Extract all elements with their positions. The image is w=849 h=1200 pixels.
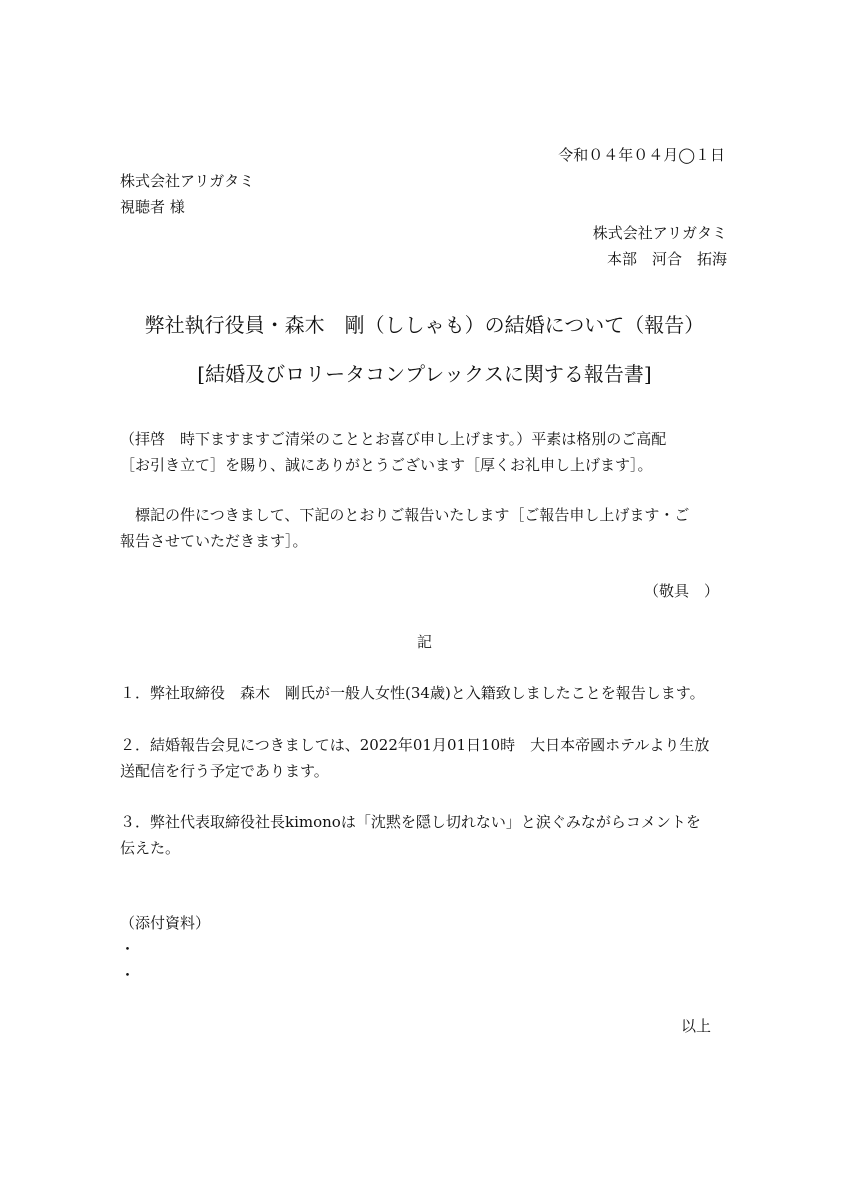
list-item-1: １．弊社取締役 森木 剛氏が一般人女性(34歳)と入籍致しましたことを報告します。 xyxy=(120,684,705,702)
list-item-3-line-1: ３．弊社代表取締役社長kimonoは「沈黙を隠し切れない」と涙ぐみながらコメントを xyxy=(120,813,701,831)
attachment-bullet-1: ・ xyxy=(120,940,136,958)
sender-name: 本部 河合 拓海 xyxy=(606,250,727,268)
intro-line-2: 報告させていただきます］。 xyxy=(120,532,308,550)
list-item-2-line-2: 送配信を行う予定であります。 xyxy=(120,762,329,780)
document-date: 令和０４年０４月◯１日 xyxy=(558,146,725,164)
recipient-company: 株式会社アリガタミ xyxy=(120,172,255,190)
sender-company: 株式会社アリガタミ xyxy=(592,224,727,242)
document-end-ijou: 以上 xyxy=(680,1017,711,1035)
list-item-3-line-2: 伝えた。 xyxy=(120,839,181,857)
intro-line-1: 標記の件につきまして、下記のとおりご報告いたします［ご報告申し上げます・ご xyxy=(120,506,690,524)
greeting-line-1: （拝啓 時下ますますご清栄のこととお喜び申し上げます。）平素は格別のご高配 xyxy=(120,430,667,448)
document-title: 弊社執行役員・森木 剛（ししゃも）の結婚について（報告） xyxy=(144,313,705,337)
list-item-2-line-1: ２．結婚報告会見につきましては、2022年01月01日10時 大日本帝國ホテルより生放 xyxy=(120,736,710,754)
greeting-line-2: ［お引き立て］を賜り、誠にありがとうございます［厚くお礼申し上げます］。 xyxy=(120,456,653,474)
ki-heading: 記 xyxy=(416,633,432,651)
recipient-name: 視聴者 様 xyxy=(120,198,185,216)
closing-keigu: （敬具 ） xyxy=(643,582,719,600)
document-subtitle: [結婚及びロリータコンプレックスに関する報告書] xyxy=(197,362,652,386)
attachment-bullet-2: ・ xyxy=(120,966,136,984)
attachment-label: （添付資料） xyxy=(120,914,211,932)
